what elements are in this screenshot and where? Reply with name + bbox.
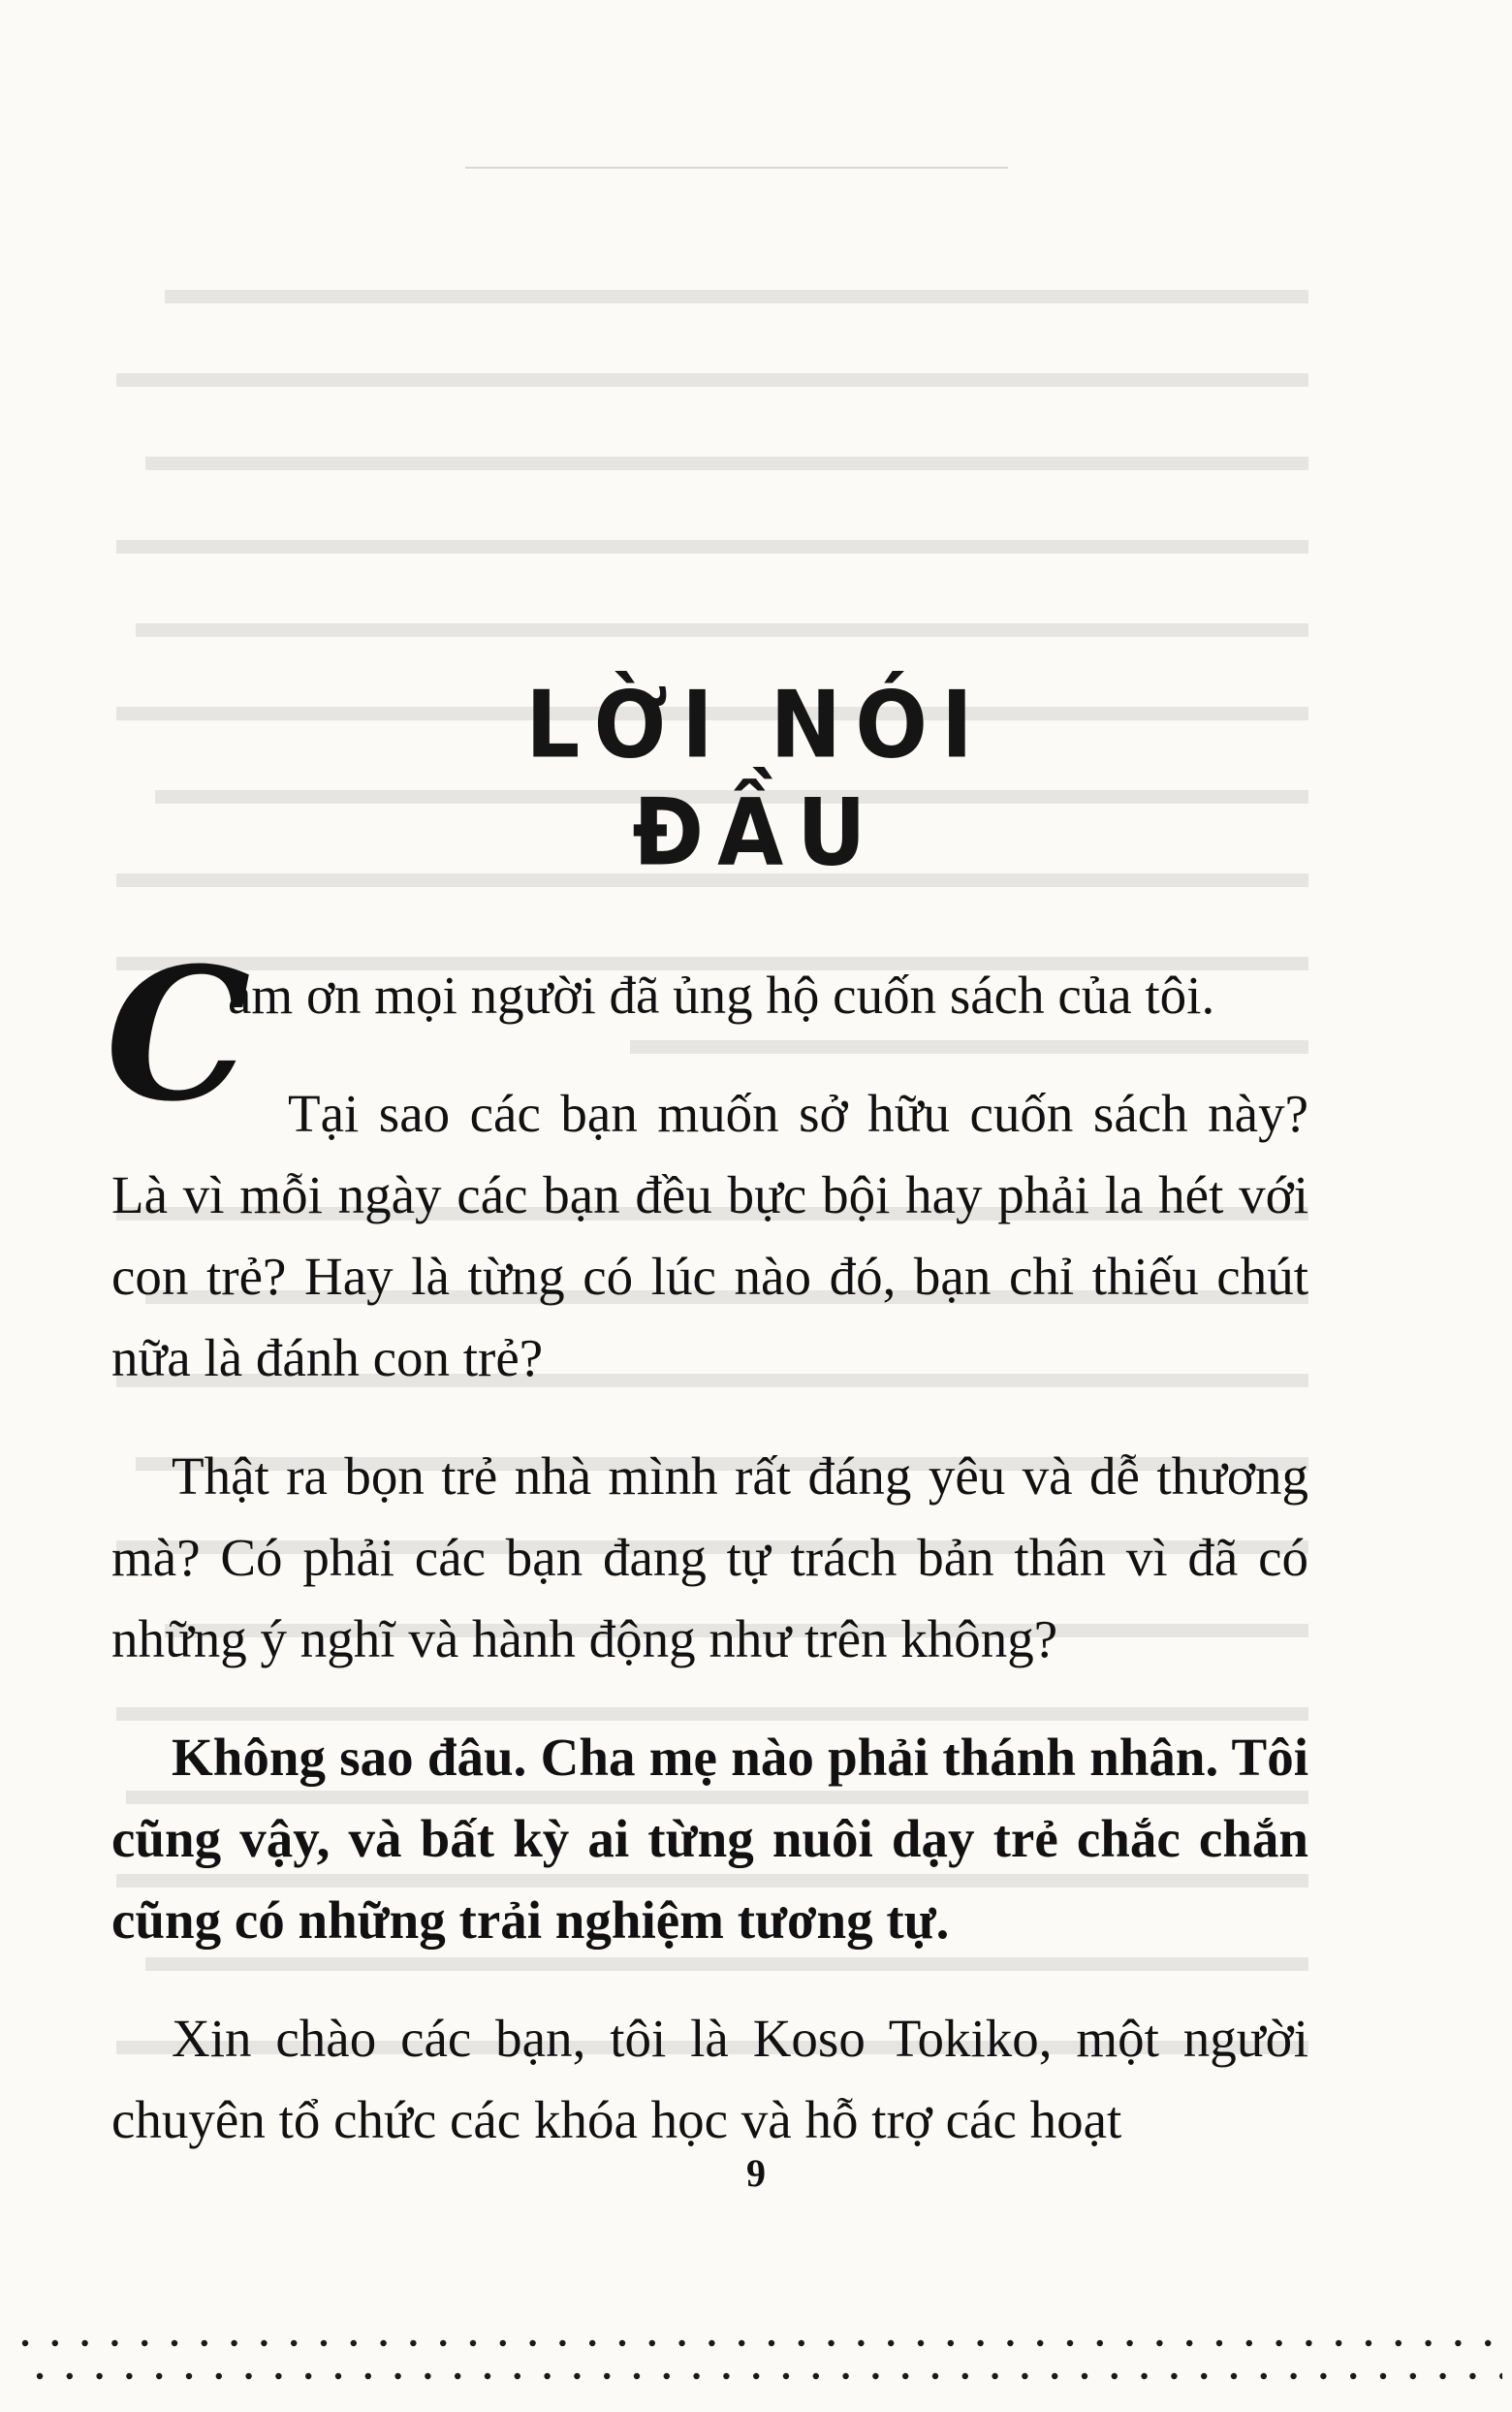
border-dot <box>1276 2340 1281 2346</box>
border-dot <box>1216 2340 1222 2346</box>
border-dot <box>888 2340 894 2346</box>
border-dot <box>455 2373 460 2379</box>
border-dot <box>828 2340 834 2346</box>
border-dot <box>559 2340 565 2346</box>
border-dot <box>351 2340 357 2346</box>
border-dot <box>769 2340 774 2346</box>
border-dot <box>305 2373 311 2379</box>
border-dot <box>1022 2373 1027 2379</box>
paragraph: Thật ra bọn trẻ nhà mình rất đáng yêu và dễ thương mà? Có phải các bạn đang tự trách bản thân vì đã có những ý nghĩ và hành động như trên không? <box>111 1446 1308 1668</box>
border-dot <box>81 2340 87 2346</box>
border-dot <box>22 2340 28 2346</box>
border-dot <box>693 2373 699 2379</box>
border-dot <box>619 2340 625 2346</box>
border-dot <box>1097 2340 1103 2346</box>
border-dot <box>1231 2373 1237 2379</box>
border-dot <box>992 2373 997 2379</box>
border-dot <box>783 2373 789 2379</box>
border-dot <box>261 2340 267 2346</box>
border-dot <box>186 2373 192 2379</box>
border-dot <box>380 2340 386 2346</box>
drop-cap: C <box>106 928 251 1142</box>
border-dot <box>1320 2373 1326 2379</box>
border-dot <box>335 2373 341 2379</box>
border-dot <box>1201 2373 1207 2379</box>
border-dot <box>842 2373 848 2379</box>
paragraph-opening <box>106 928 1308 1142</box>
border-dot <box>664 2373 670 2379</box>
border-dot <box>739 2340 744 2346</box>
border-dot <box>172 2340 177 2346</box>
border-dot <box>858 2340 864 2346</box>
border-dot <box>202 2340 207 2346</box>
border-dot <box>902 2373 908 2379</box>
border-dot <box>1261 2373 1267 2379</box>
border-dot <box>515 2373 520 2379</box>
border-dot <box>1290 2373 1296 2379</box>
border-dot <box>1171 2373 1177 2379</box>
border-dot <box>216 2373 222 2379</box>
border-dot <box>753 2373 759 2379</box>
border-dot <box>1126 2340 1132 2346</box>
body-text <box>106 928 1308 2198</box>
border-dot <box>1455 2340 1461 2346</box>
border-dot <box>678 2340 684 2346</box>
border-dot <box>723 2373 729 2379</box>
border-dot <box>604 2373 610 2379</box>
border-dot <box>962 2373 968 2379</box>
paragraph-text: ảm ơn mọi người đã ủng hộ cuốn sách của tôi. <box>228 966 1215 1025</box>
border-dot <box>1425 2340 1431 2346</box>
border-dot <box>872 2373 878 2379</box>
border-dot <box>1067 2340 1073 2346</box>
border-dot <box>1485 2340 1491 2346</box>
border-dot <box>1380 2373 1386 2379</box>
border-dot <box>932 2373 938 2379</box>
border-dot <box>365 2373 371 2379</box>
border-dot <box>126 2373 132 2379</box>
border-dot <box>1439 2373 1445 2379</box>
border-dot <box>440 2340 446 2346</box>
border-dot <box>485 2373 490 2379</box>
border-dot <box>799 2340 804 2346</box>
bleed-through-header <box>368 145 1105 175</box>
paragraph: Tại sao các bạn muốn sở hữu cuốn sách này? Là vì mỗi ngày các bạn đều bực bội hay phải la hét với con trẻ? Hay là từng có lúc nào đó, bạn chỉ thiếu chút nữa là đánh con trẻ? <box>111 1084 1308 1387</box>
border-dot <box>245 2373 251 2379</box>
border-dot <box>1410 2373 1416 2379</box>
page-number: 9 <box>746 2151 766 2195</box>
border-dot <box>1112 2373 1118 2379</box>
border-dot <box>1499 2373 1502 2379</box>
border-dot <box>321 2340 327 2346</box>
border-dot <box>1082 2373 1087 2379</box>
border-dot <box>275 2373 281 2379</box>
border-dot <box>37 2373 43 2379</box>
border-dot <box>589 2340 595 2346</box>
border-dot <box>410 2340 416 2346</box>
border-dot <box>52 2340 58 2346</box>
border-dot <box>1186 2340 1192 2346</box>
border-dot <box>544 2373 550 2379</box>
dotted-border <box>19 2322 1502 2399</box>
border-dot <box>1366 2340 1371 2346</box>
border-dot <box>813 2373 819 2379</box>
border-dot <box>634 2373 640 2379</box>
chapter-title: LỜI NÓI ĐẦU <box>525 670 987 887</box>
border-dot <box>1396 2340 1402 2346</box>
border-dot <box>1306 2340 1311 2346</box>
border-dot <box>1156 2340 1162 2346</box>
border-dot <box>67 2373 73 2379</box>
border-dot <box>1350 2373 1356 2379</box>
border-dot <box>231 2340 236 2346</box>
border-dot <box>649 2340 655 2346</box>
border-dot <box>1469 2373 1475 2379</box>
border-dot <box>470 2340 476 2346</box>
border-dot <box>500 2340 506 2346</box>
border-dot <box>156 2373 162 2379</box>
border-dot <box>1037 2340 1043 2346</box>
border-dot <box>291 2340 297 2346</box>
border-dot <box>574 2373 580 2379</box>
border-dot <box>1336 2340 1341 2346</box>
paragraph-emphasis: Không sao đâu. Cha mẹ nào phải thánh nhân. Tôi cũng vậy, và bất kỳ ai từng nuôi dạy trẻ chắc chắn cũng có những trải nghiệm tương tự. <box>111 1728 1308 1950</box>
border-dot <box>918 2340 924 2346</box>
border-dot <box>1246 2340 1252 2346</box>
border-dot <box>1141 2373 1147 2379</box>
border-dot <box>948 2340 954 2346</box>
border-dot <box>111 2340 117 2346</box>
border-dot <box>529 2340 535 2346</box>
paragraph: Xin chào các bạn, tôi là Koso Tokiko, một người chuyên tổ chức các khóa học và hỗ trợ các hoạt <box>111 2009 1308 2149</box>
border-dot <box>1007 2340 1013 2346</box>
border-dot <box>394 2373 400 2379</box>
border-dot <box>96 2373 102 2379</box>
border-dot <box>977 2340 983 2346</box>
border-dot <box>142 2340 147 2346</box>
border-dot <box>709 2340 714 2346</box>
border-dot <box>425 2373 430 2379</box>
border-dot <box>1052 2373 1057 2379</box>
